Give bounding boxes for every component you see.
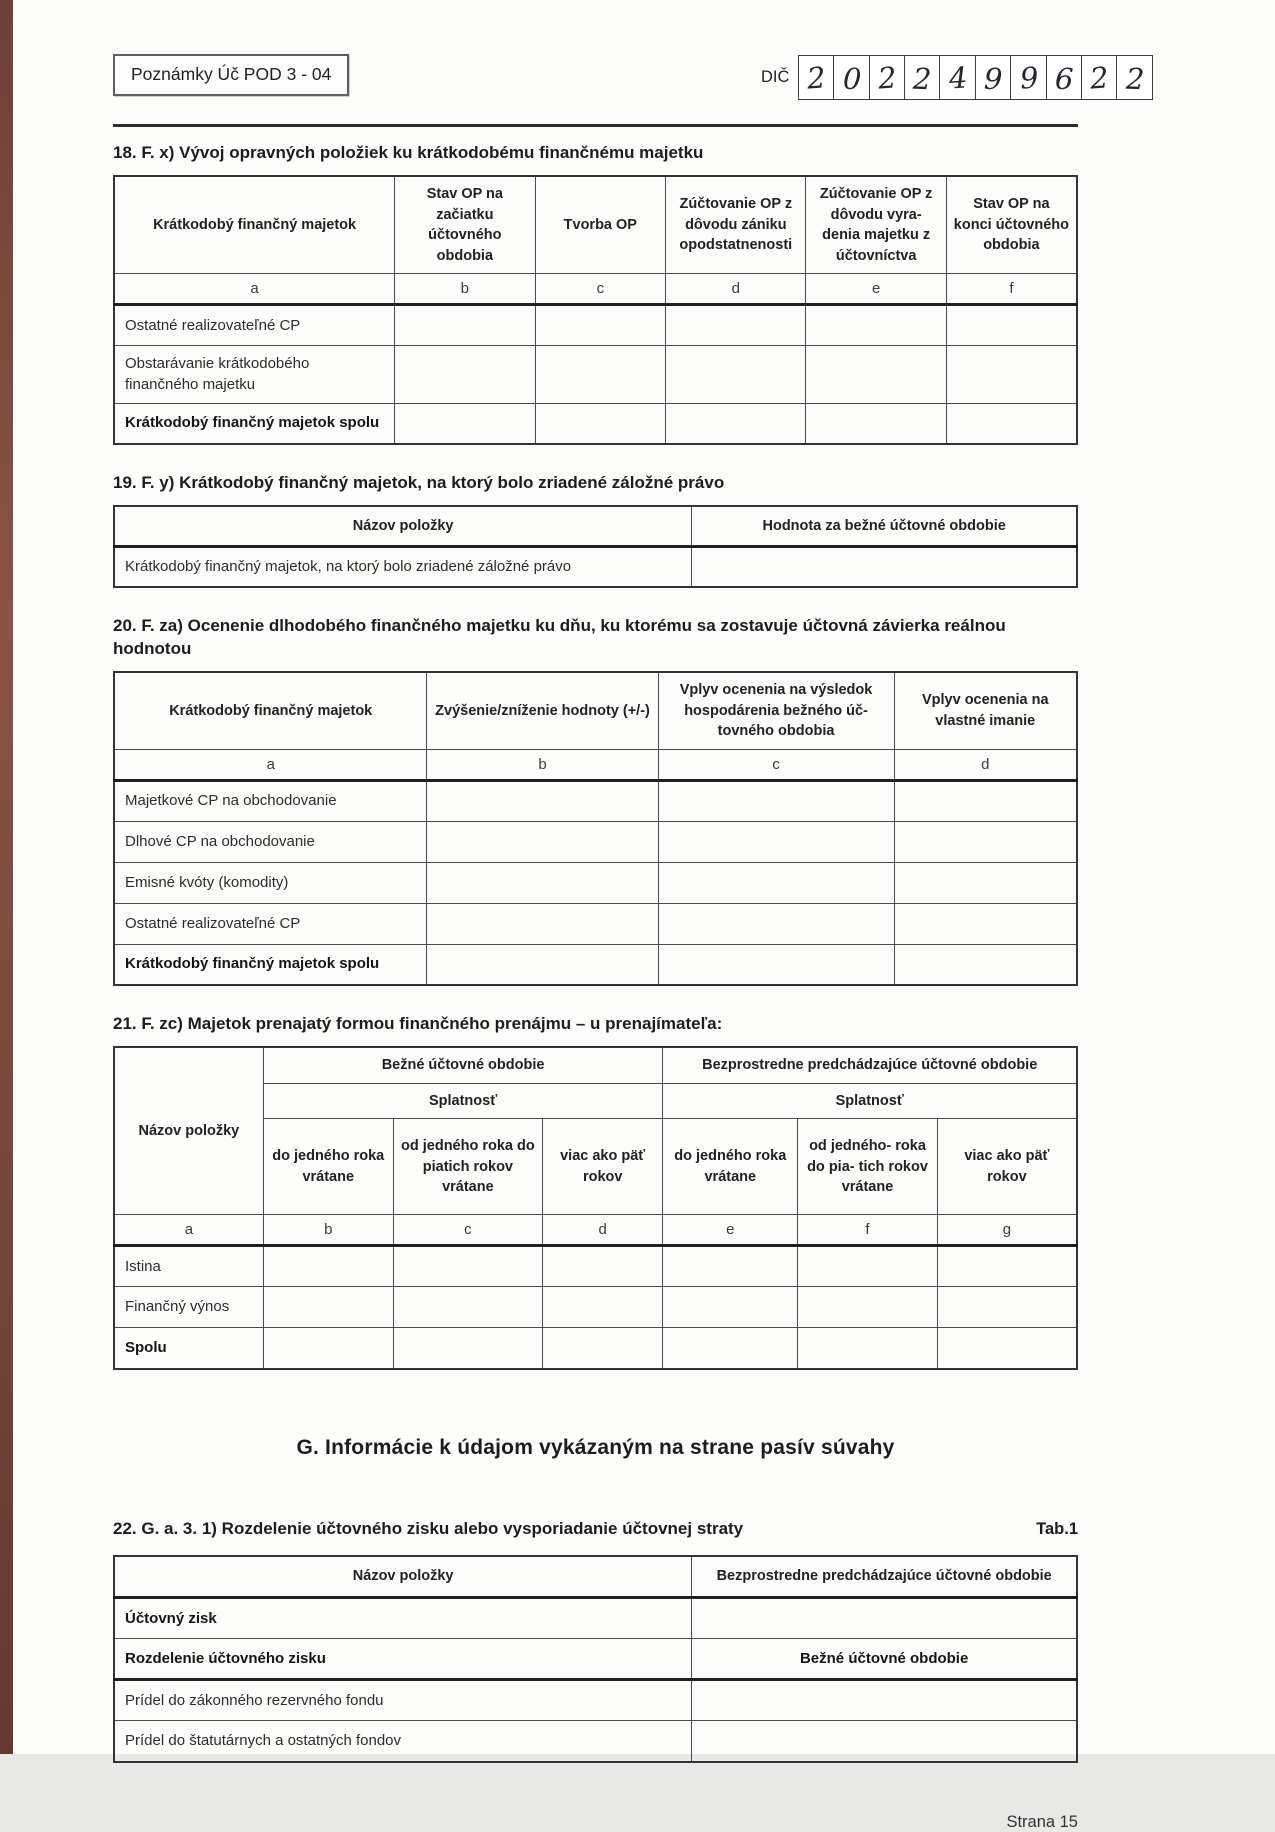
dic-digit: 9	[983, 61, 1004, 96]
form-id-box: Poznámky Úč POD 3 - 04	[113, 54, 349, 96]
table-row	[114, 1246, 1077, 1287]
empty-cell	[535, 403, 666, 444]
col-header: Zvýšenie/zníženie hodnoty (+/-)	[427, 672, 658, 749]
column-letter: c	[393, 1215, 542, 1246]
col-header: do jedného roka vrátane	[263, 1119, 393, 1215]
empty-cell	[692, 1721, 1077, 1762]
dic-digit: 2	[805, 59, 827, 96]
empty-cell	[427, 821, 658, 862]
col-header: Splatnosť	[663, 1083, 1077, 1119]
dic-digit-box	[869, 55, 906, 100]
page-number: Strana 15	[1006, 1812, 1078, 1831]
col-header: Splatnosť	[263, 1083, 663, 1119]
table-22	[113, 1555, 1078, 1763]
column-letter: d	[543, 1215, 663, 1246]
empty-cell	[427, 780, 658, 821]
col-header: Krátkodobý finančný majetok	[114, 176, 395, 274]
table-21	[113, 1046, 1078, 1370]
column-letter: c	[658, 749, 894, 780]
column-letter: f	[798, 1215, 938, 1246]
row-label: Obstarávanie krátkodobého finančného majetku	[114, 346, 395, 404]
empty-cell	[658, 903, 894, 944]
page-content	[113, 0, 1145, 1832]
column-letter: g	[937, 1215, 1077, 1246]
col-header: Vplyv ocenenia na výsledok hospodárenia bežného úč-tovného obdobia	[658, 672, 894, 749]
dic-digit: 4	[947, 59, 969, 96]
empty-cell	[692, 1598, 1077, 1639]
table-row	[114, 1287, 1077, 1328]
section-g-heading: G. Informácie k údajom vykázaným na strane pasív súvahy	[296, 1435, 895, 1459]
empty-cell	[263, 1287, 393, 1328]
column-letter: d	[894, 749, 1077, 780]
empty-cell	[937, 1246, 1077, 1287]
empty-cell	[894, 780, 1077, 821]
table-row	[114, 1598, 1077, 1639]
empty-cell	[263, 1246, 393, 1287]
scan-edge-artifact	[0, 0, 13, 1754]
col-header: Bežné účtovné obdobie	[263, 1047, 663, 1083]
empty-cell	[658, 821, 894, 862]
table-row	[114, 1680, 1077, 1721]
table-row	[114, 305, 1077, 346]
empty-cell	[692, 1680, 1077, 1721]
page-header	[113, 54, 1145, 104]
empty-cell	[798, 1328, 938, 1369]
dic-digit-box	[975, 55, 1012, 100]
dic-digit-box	[798, 55, 835, 100]
table-row	[114, 1721, 1077, 1762]
row-label: Účtovný zisk	[114, 1598, 692, 1639]
row-label: Krátkodobý finančný majetok spolu	[114, 944, 427, 985]
row-label: Istina	[114, 1246, 263, 1287]
empty-cell	[937, 1328, 1077, 1369]
col-header: viac ako päť rokov	[937, 1119, 1077, 1215]
col-header: Bezprostredne predchádzajúce účtovné obdobie	[692, 1556, 1077, 1598]
table-20-letter-row	[114, 749, 1077, 780]
empty-cell	[894, 944, 1077, 985]
empty-cell	[894, 862, 1077, 903]
table-row	[114, 1328, 1077, 1369]
col-header: Krátkodobý finančný majetok	[114, 672, 427, 749]
col-header: od jedného roka do piatich rokov vrátane	[393, 1119, 542, 1215]
dic-digit-box	[833, 55, 870, 100]
section-22-title: 22. G. a. 3. 1) Rozdelenie účtovného zisku alebo vysporiadanie účtovnej straty	[113, 1518, 744, 1538]
table-row	[114, 546, 1077, 587]
row-label: Krátkodobý finančný majetok spolu	[114, 403, 395, 444]
dic-digit-boxes	[799, 55, 1153, 100]
dic-label: DIČ	[761, 68, 790, 86]
empty-cell	[798, 1246, 938, 1287]
col-header: Zúčtovanie OP z dôvodu vyra-denia majetku z účtovníctva	[806, 176, 946, 274]
dic-digit-box	[1046, 55, 1083, 100]
empty-cell	[543, 1246, 663, 1287]
empty-cell	[806, 305, 946, 346]
table-row	[114, 903, 1077, 944]
col-header: viac ako päť rokov	[543, 1119, 663, 1215]
row-label: Krátkodobý finančný majetok, na ktorý bolo zriadené záložné právo	[114, 546, 692, 587]
empty-cell	[937, 1287, 1077, 1328]
empty-cell	[427, 944, 658, 985]
empty-cell	[946, 305, 1077, 346]
empty-cell	[393, 1328, 542, 1369]
empty-cell	[395, 346, 535, 404]
sub-period-header: Bežné účtovné obdobie	[692, 1639, 1077, 1680]
col-header: Stav OP na konci účtovného obdobia	[946, 176, 1077, 274]
empty-cell	[663, 1246, 798, 1287]
col-header: Bezprostredne predchádzajúce účtovné obdobie	[663, 1047, 1077, 1083]
table-18-letter-row	[114, 274, 1077, 305]
empty-cell	[946, 403, 1077, 444]
dic-digit: 2	[876, 59, 898, 96]
table-22-header-row	[114, 1556, 1077, 1598]
column-letter: b	[395, 274, 535, 305]
empty-cell	[395, 305, 535, 346]
empty-cell	[663, 1287, 798, 1328]
col-header: Zúčtovanie OP z dôvodu zániku opodstatnenosti	[666, 176, 806, 274]
table-19-header-row	[114, 506, 1077, 546]
dic-digit: 2	[1089, 59, 1110, 96]
dic-digit-box	[1010, 55, 1047, 100]
row-label: Prídel do štatutárnych a ostatných fondov	[114, 1721, 692, 1762]
dic-digit-box	[1081, 55, 1118, 100]
col-header: Hodnota za bežné účtovné obdobie	[692, 506, 1077, 546]
column-letter: e	[806, 274, 946, 305]
table-row	[114, 821, 1077, 862]
column-letter: f	[946, 274, 1077, 305]
column-letter: a	[114, 1215, 263, 1246]
empty-cell	[543, 1328, 663, 1369]
empty-cell	[666, 403, 806, 444]
empty-cell	[427, 903, 658, 944]
row-label: Rozdelenie účtovného zisku	[114, 1639, 692, 1680]
column-letter: a	[114, 749, 427, 780]
empty-cell	[263, 1328, 393, 1369]
empty-cell	[806, 403, 946, 444]
col-header: Tvorba OP	[535, 176, 666, 274]
section-22-title-row	[113, 1518, 1078, 1541]
empty-cell	[658, 944, 894, 985]
header-divider	[113, 124, 1078, 127]
table-18	[113, 175, 1078, 445]
section-21-title: 21. F. zc) Majetok prenajatý formou finančného prenájmu – u prenajímateľa:	[113, 1014, 723, 1034]
table-20	[113, 671, 1078, 986]
empty-cell	[658, 780, 894, 821]
empty-cell	[894, 903, 1077, 944]
empty-cell	[393, 1246, 542, 1287]
empty-cell	[427, 862, 658, 903]
empty-cell	[535, 346, 666, 404]
empty-cell	[946, 346, 1077, 404]
dic-digit-box	[1116, 55, 1153, 100]
empty-cell	[395, 403, 535, 444]
empty-cell	[798, 1287, 938, 1328]
empty-cell	[658, 862, 894, 903]
dic-digit-box	[904, 55, 941, 100]
row-label: Emisné kvóty (komodity)	[114, 862, 427, 903]
table-21-period-row	[114, 1047, 1077, 1083]
dic-digit: 0	[841, 61, 862, 96]
empty-cell	[806, 346, 946, 404]
column-letter: a	[114, 274, 395, 305]
column-letter: e	[663, 1215, 798, 1246]
dic-digit: 2	[912, 61, 933, 96]
table-row	[114, 403, 1077, 444]
dic-digit: 9	[1018, 59, 1040, 96]
row-label: Spolu	[114, 1328, 263, 1369]
table-number-label: Tab.1	[1036, 1519, 1078, 1538]
empty-cell	[666, 346, 806, 404]
dic-digit: 2	[1125, 61, 1145, 96]
col-header: Stav OP na začiatku účtovného obdobia	[395, 176, 535, 274]
row-label: Ostatné realizovateľné CP	[114, 305, 395, 346]
table-row	[114, 346, 1077, 404]
column-letter: c	[535, 274, 666, 305]
row-label: Finančný výnos	[114, 1287, 263, 1328]
column-letter: d	[666, 274, 806, 305]
row-label: Ostatné realizovateľné CP	[114, 903, 427, 944]
table-21-letter-row	[114, 1215, 1077, 1246]
table-20-header-row	[114, 672, 1077, 749]
col-header: Vplyv ocenenia na vlastné imanie	[894, 672, 1077, 749]
column-letter: b	[427, 749, 658, 780]
table-row	[114, 944, 1077, 985]
row-label: Dlhové CP na obchodovanie	[114, 821, 427, 862]
section-19-title: 19. F. y) Krátkodobý finančný majetok, na ktorý bolo zriadené záložné právo	[113, 473, 725, 493]
empty-cell	[663, 1328, 798, 1369]
table-row	[114, 780, 1077, 821]
empty-cell	[393, 1287, 542, 1328]
empty-cell	[894, 821, 1077, 862]
table-19	[113, 505, 1078, 588]
col-header: do jedného roka vrátane	[663, 1119, 798, 1215]
col-header: od jedného- roka do pia- tich rokov vrátane	[798, 1119, 938, 1215]
column-letter: b	[263, 1215, 393, 1246]
row-label: Majetkové CP na obchodovanie	[114, 780, 427, 821]
table-row	[114, 1639, 1077, 1680]
dic-field	[761, 55, 1153, 100]
empty-cell	[543, 1287, 663, 1328]
col-header: Názov položky	[114, 506, 692, 546]
table-row	[114, 862, 1077, 903]
row-label: Prídel do zákonného rezervného fondu	[114, 1680, 692, 1721]
section-20-title: 20. F. za) Ocenenie dlhodobého finančného majetku ku dňu, ku ktorému sa zostavuje účtovná závierka reálnou hodnotou	[113, 616, 1006, 659]
empty-cell	[535, 305, 666, 346]
section-18-title: 18. F. x) Vývoj opravných položiek ku krátkodobému finančnému majetku	[113, 143, 704, 162]
empty-cell	[666, 305, 806, 346]
dic-digit-box	[939, 55, 976, 100]
col-header: Názov položky	[114, 1047, 263, 1215]
dic-digit: 6	[1054, 61, 1074, 96]
col-header: Názov položky	[114, 1556, 692, 1598]
empty-cell	[692, 546, 1077, 587]
table-18-header-row	[114, 176, 1077, 274]
